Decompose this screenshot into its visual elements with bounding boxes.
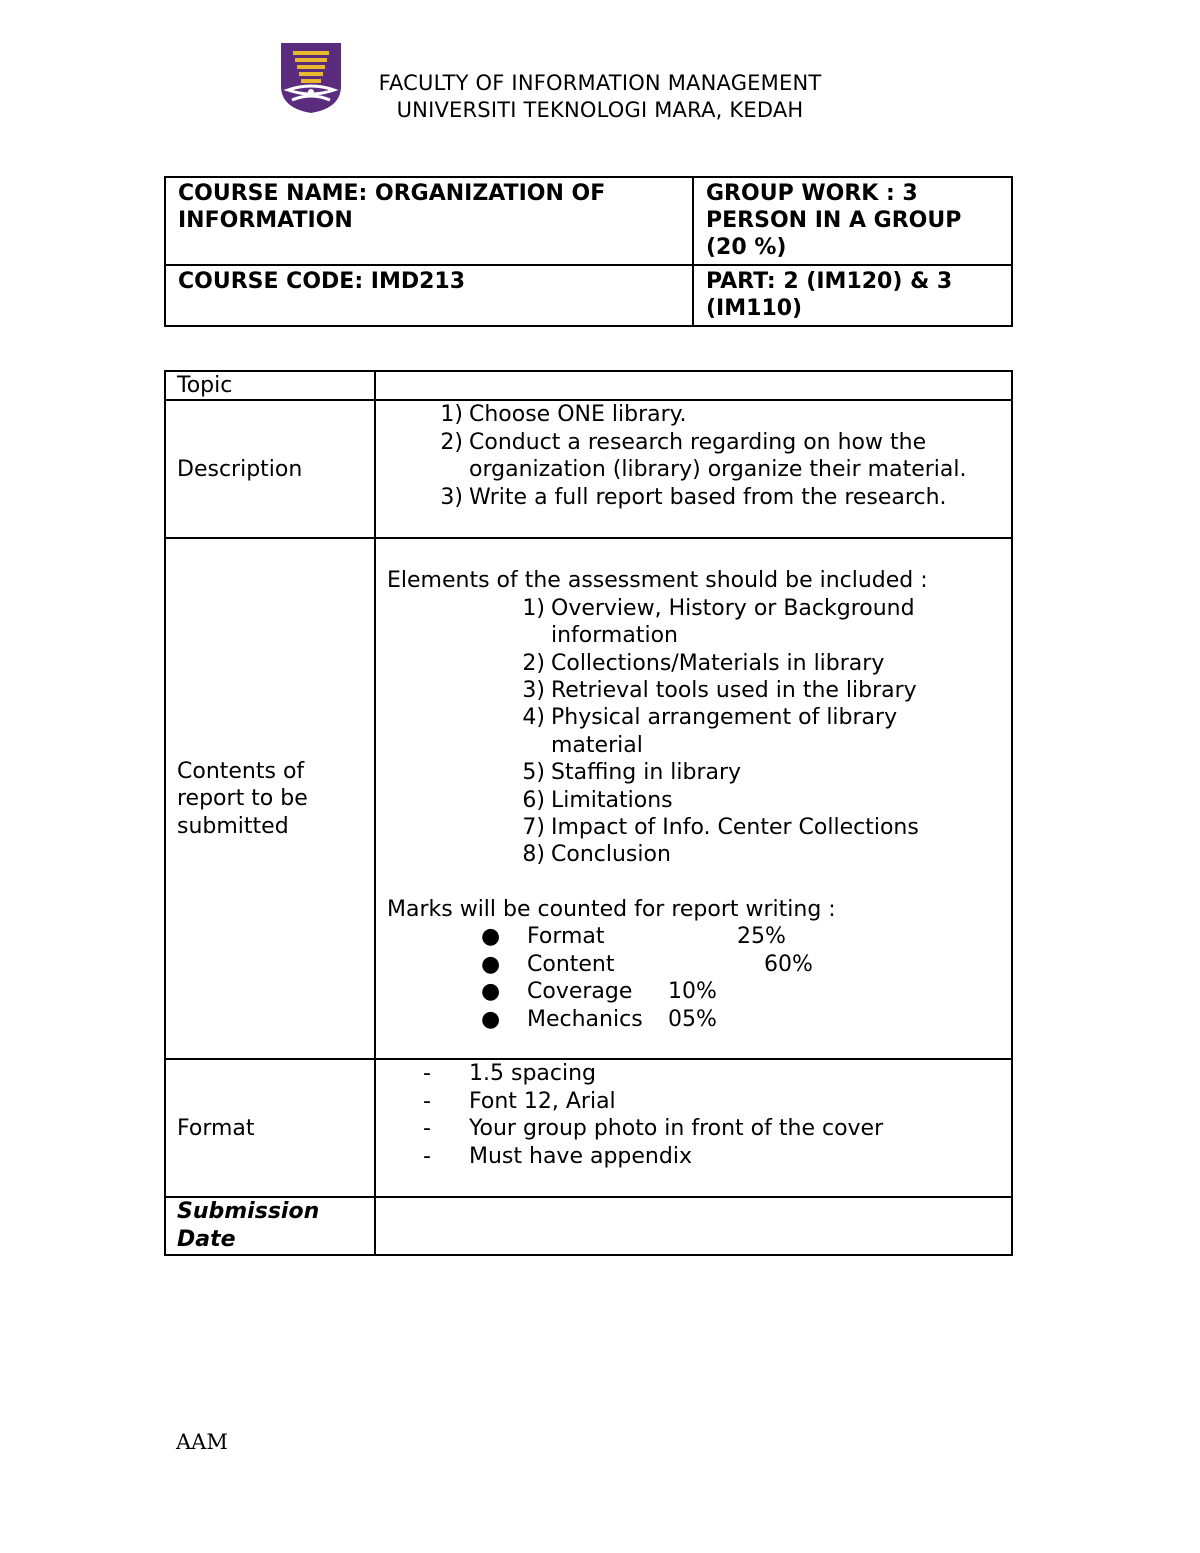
dash-icon: -: [423, 1061, 431, 1087]
contents-item: Staffing in library: [551, 760, 742, 786]
description-list: [375, 400, 1012, 538]
list-number: 3): [522, 678, 545, 704]
university-name: UNIVERSITI TEKNOLOGI MARA, KEDAH: [396, 98, 804, 122]
list-number: 2): [522, 650, 545, 676]
dash-icon: -: [423, 1116, 431, 1142]
contents-item: Physical arrangement of library material: [551, 705, 898, 758]
marks-intro: Marks will be counted for report writing :: [387, 896, 836, 922]
contents-item: Retrieval tools used in the library: [551, 678, 917, 704]
dash-icon: -: [423, 1088, 431, 1114]
submission-date-label: Submission Date: [165, 1197, 375, 1255]
format-item: 1.5 spacing: [469, 1061, 597, 1087]
marks-item: ● Content 60%: [481, 951, 813, 977]
course-code-cell: COURSE CODE: IMD213: [165, 265, 693, 326]
assignment-table: [164, 370, 1013, 1256]
list-number: 3): [440, 484, 463, 510]
format-item: Must have appendix: [469, 1143, 692, 1169]
bullet-icon: ●: [481, 979, 501, 1005]
format-item: Your group photo in front of the cover: [469, 1116, 884, 1142]
topic-value: [375, 371, 1012, 400]
contents-cell: [375, 538, 1012, 1059]
list-number: 5): [522, 760, 545, 786]
contents-label: Contents of report to be submitted: [165, 538, 375, 1059]
list-number: 8): [522, 842, 545, 868]
format-item: Font 12, Arial: [469, 1088, 616, 1114]
list-number: 6): [522, 787, 545, 813]
marks-item: ● Format 25%: [481, 924, 786, 950]
institution-header: [345, 70, 855, 124]
course-info-table: [164, 176, 1013, 327]
format-cell: [375, 1059, 1012, 1197]
marks-item: ● Coverage 10%: [481, 979, 717, 1005]
contents-item: Collections/Materials in library: [551, 650, 885, 676]
course-name-cell: COURSE NAME: ORGANIZATION OF INFORMATION: [165, 177, 693, 265]
list-number: 2): [440, 429, 463, 455]
description-item: Conduct a research regarding on how the organization (library) organize their material.: [469, 429, 967, 483]
bullet-icon: ●: [481, 924, 501, 950]
list-number: 4): [522, 705, 545, 731]
contents-item: Conclusion: [551, 842, 671, 868]
part-cell: PART: 2 (IM120) & 3 (IM110): [693, 265, 1012, 326]
dash-icon: -: [423, 1143, 431, 1169]
bullet-icon: ●: [481, 951, 501, 977]
faculty-name: FACULTY OF INFORMATION MANAGEMENT: [378, 71, 822, 95]
topic-label: Topic: [165, 371, 375, 400]
list-number: 1): [440, 402, 463, 428]
contents-item: Limitations: [551, 787, 673, 813]
contents-item: Impact of Info. Center Collections: [551, 815, 919, 841]
contents-item: Overview, History or Background information: [551, 595, 915, 649]
bullet-icon: ●: [481, 1006, 501, 1032]
group-work-cell: GROUP WORK : 3 PERSON IN A GROUP (20 %): [693, 177, 1012, 265]
list-number: 7): [522, 815, 545, 841]
description-item: Choose ONE library.: [469, 402, 687, 428]
uitm-logo: [280, 42, 342, 114]
contents-intro: Elements of the assessment should be included :: [387, 568, 928, 594]
submission-date-value: [375, 1197, 1012, 1255]
description-item: Write a full report based from the research.: [469, 484, 947, 510]
format-label: Format: [165, 1059, 375, 1197]
footer-initials: AAM: [176, 1430, 228, 1454]
marks-item: ● Mechanics 05%: [481, 1006, 717, 1032]
description-label: Description: [165, 400, 375, 538]
list-number: 1): [522, 595, 545, 621]
